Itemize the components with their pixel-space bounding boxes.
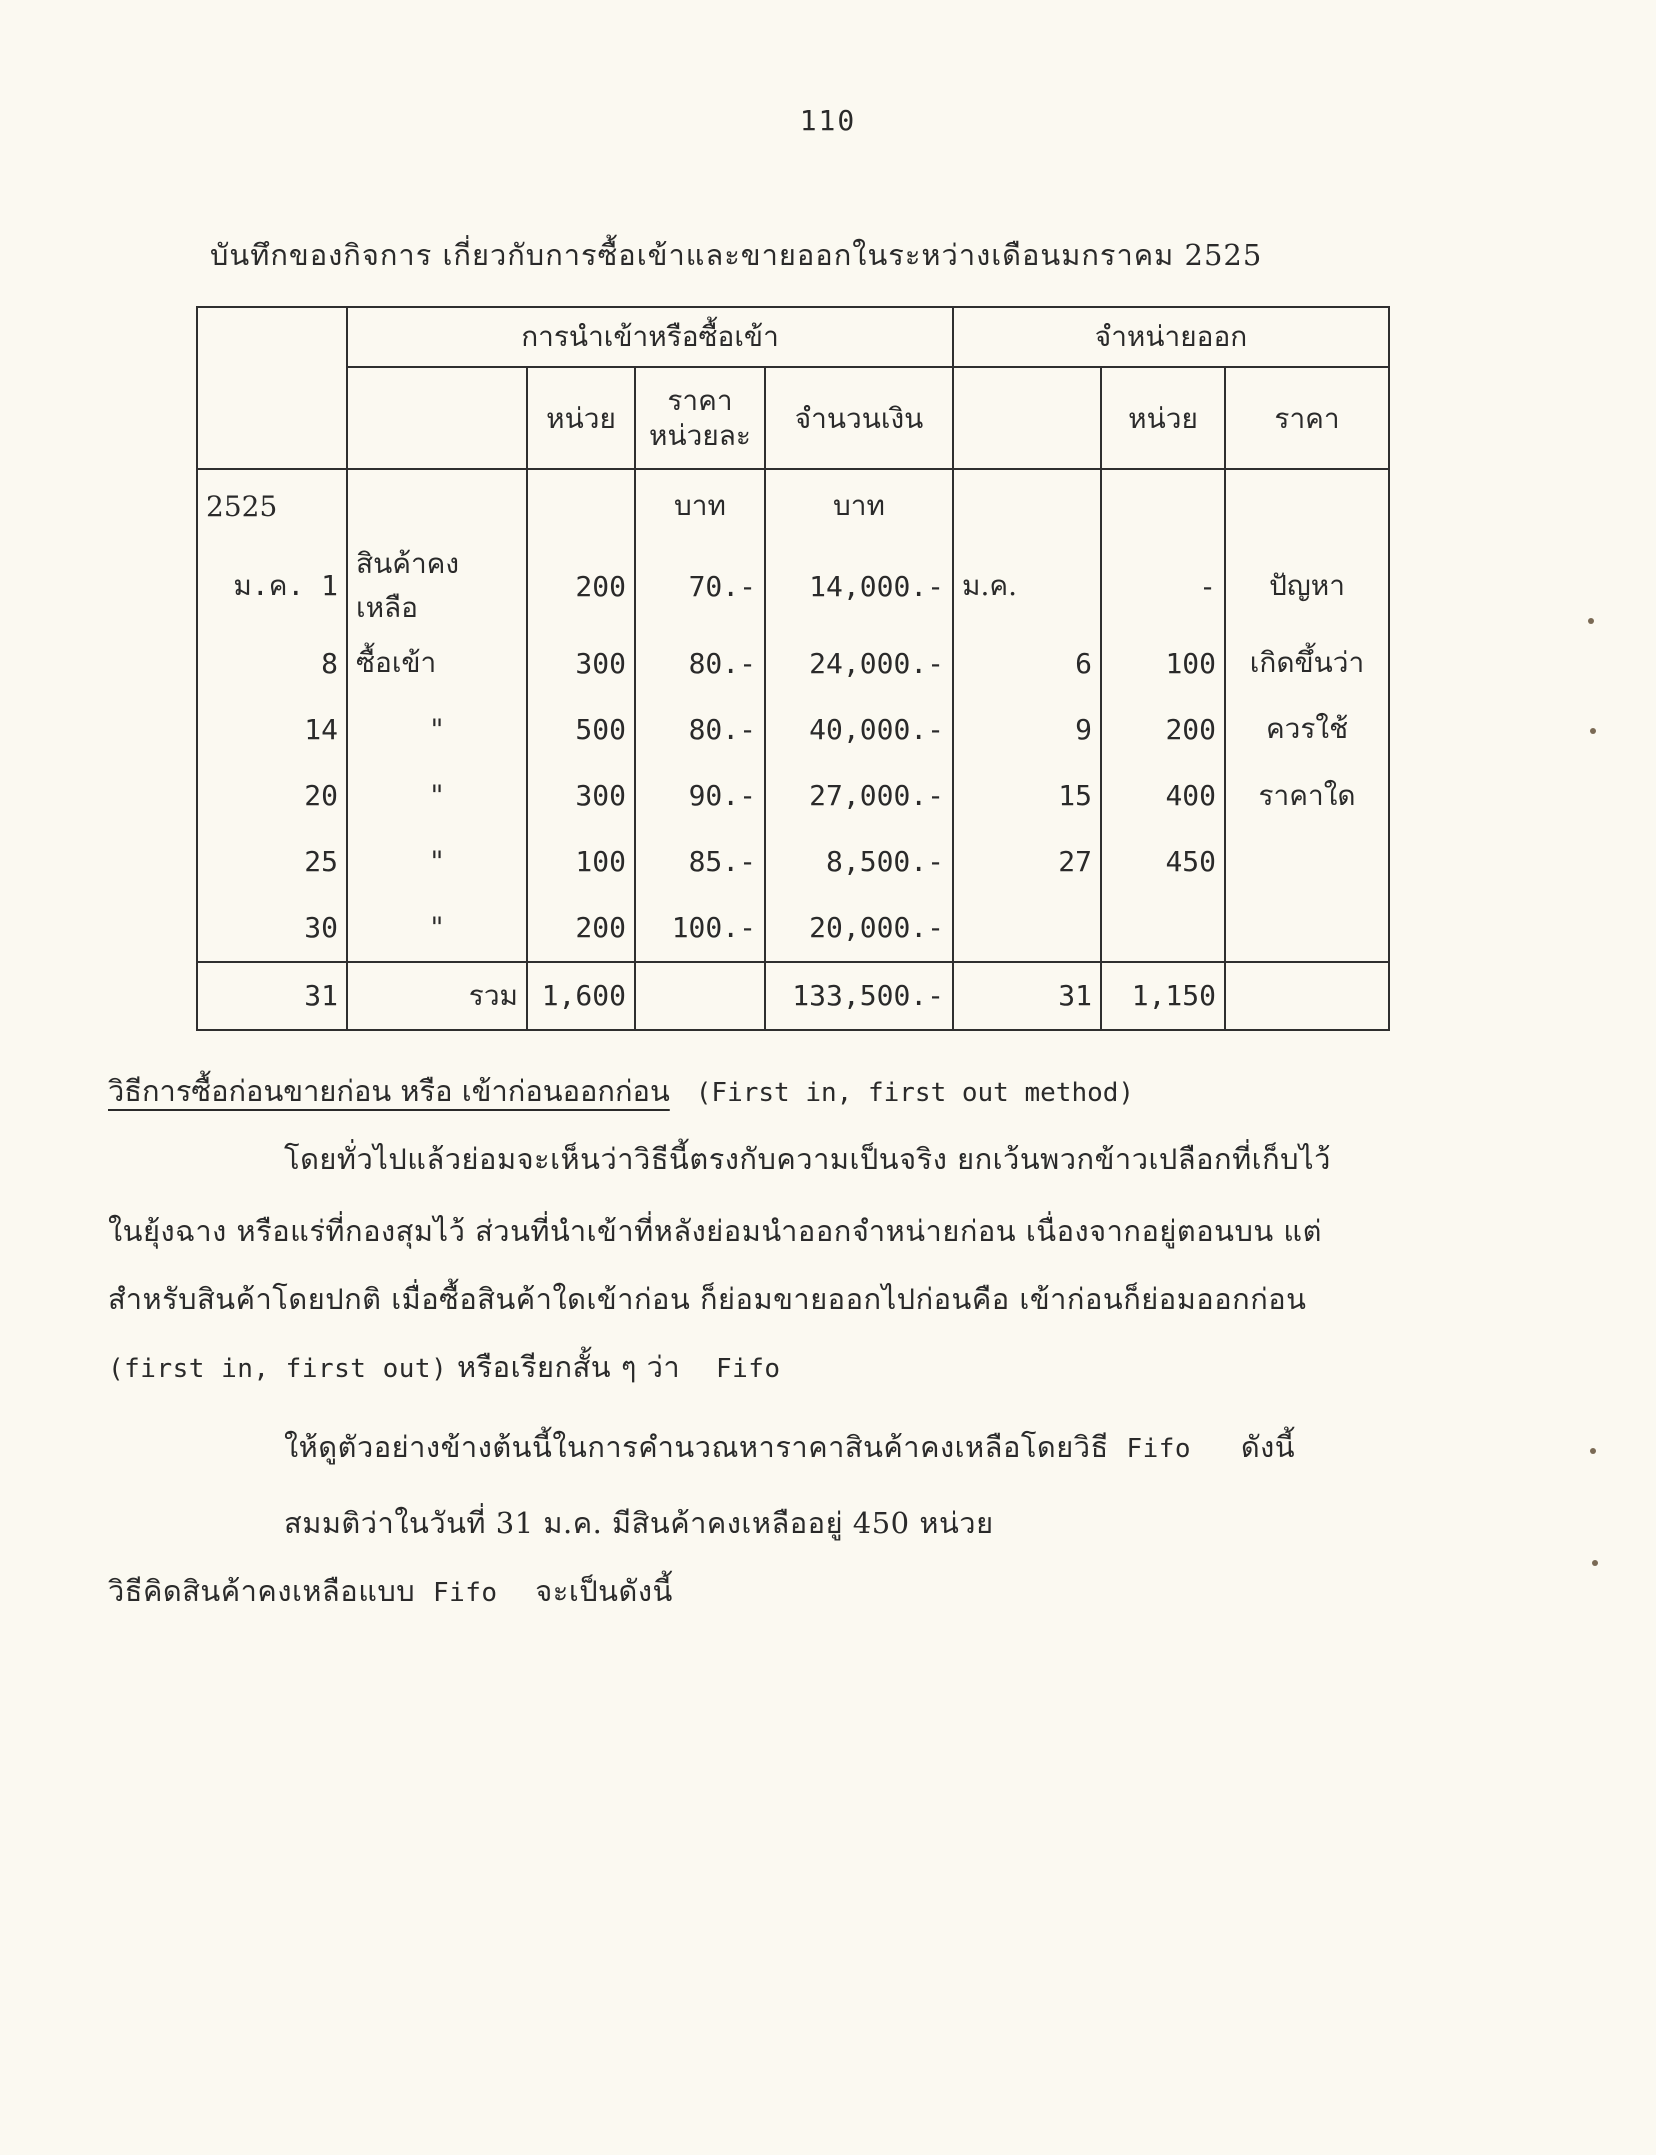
description-cell: " [347,895,527,962]
sold-date-header-blank [953,367,1101,469]
paper-speck [1590,1448,1596,1454]
date-cell: ม.ค. 1 [197,542,347,630]
date-cell: 25 [197,829,347,895]
description-header-blank [347,367,527,469]
paragraph-line-2: ในยุ้งฉาง หรือแร่ที่กองสุมไว้ ส่วนที่นำเข้าที่หลังย่อมนำออกจำหน่ายก่อน เนื่องจากอยู่ตอนบน แต่ [108,1214,1322,1248]
unit-price-cell: 100.- [635,895,765,962]
example-intro-tail: ดังนี้ [1240,1430,1296,1464]
note-cell [1225,895,1389,962]
sold-date-cell: 27 [953,829,1101,895]
units-cell: 200 [527,542,635,630]
fifo-english-term: (first in, first out) [108,1354,448,1384]
method-line-tail: จะเป็นดังนี้ [535,1574,673,1608]
table-row [197,763,1389,829]
example-intro-text: ให้ดูตัวอย่างข้างต้นนี้ในการคำนวณหาราคาสินค้าคงเหลือโดยวิธี [284,1430,1109,1464]
unit-price-cell: 90.- [635,763,765,829]
paper-speck [1590,728,1596,734]
sold-date-cell: ม.ค. [953,542,1101,630]
amount-cell: 27,000.- [765,763,953,829]
sold-units-cell: - [1101,542,1225,630]
units-cell: 500 [527,696,635,762]
description-cell: สินค้าคงเหลือ [347,542,527,630]
unit-price-cell: 85.- [635,829,765,895]
units-cell: 200 [527,895,635,962]
sold-date-cell [953,895,1101,962]
unit-price-cell: 80.- [635,630,765,696]
amount-cell: 40,000.- [765,696,953,762]
units-header: หน่วย [527,367,635,469]
method-line-fifo: Fifo [432,1578,498,1608]
paragraph-line-3: สำหรับสินค้าโดยปกติ เมื่อซื้อสินค้าใดเข้าก่อน ก็ย่อมขายออกไปก่อนคือ เข้าก่อนก็ย่อมออกก่อน [108,1282,1307,1316]
date-cell: 20 [197,763,347,829]
table-row [197,469,1389,542]
year-cell: 2525 [197,469,347,542]
note-cell: เกิดขึ้นว่า [1225,630,1389,696]
table-row [197,542,1389,630]
unit-price-cell: 80.- [635,696,765,762]
total-label-cell: รวม [347,962,527,1030]
amount-header: จำนวนเงิน [765,367,953,469]
section-title-english: (First in, first out method) [695,1078,1135,1108]
total-sold-units-cell: 1,150 [1101,962,1225,1030]
table-row [197,829,1389,895]
inventory-ledger-table [196,306,1390,1031]
date-cell: 30 [197,895,347,962]
unit-price-currency: บาท [635,469,765,542]
paper-speck [1592,1560,1598,1566]
unit-price-header: ราคาหน่วยละ [635,367,765,469]
total-date-cell: 31 [197,962,347,1030]
amount-cell: 14,000.- [765,542,953,630]
table-heading: บันทึกของกิจการ เกี่ยวกับการซื้อเข้าและขายออกในระหว่างเดือนมกราคม 2525 [210,238,1263,272]
note-cell: ราคาใด [1225,763,1389,829]
description-cell: " [347,763,527,829]
paragraph-line-4-text: หรือเรียกสั้น ๆ ว่า [456,1350,681,1384]
description-cell: ซื้อเข้า [347,630,527,696]
sold-date-cell: 6 [953,630,1101,696]
units-cell: 300 [527,630,635,696]
section-title [108,1068,1134,1114]
note-cell: ปัญหา [1225,542,1389,630]
purchases-group-header: การนำเข้าหรือซื้อเข้า [347,307,953,367]
sold-units-cell: 200 [1101,696,1225,762]
amount-cell: 8,500.- [765,829,953,895]
date-cell: 8 [197,630,347,696]
amount-cell: 20,000.- [765,895,953,962]
assumption-line: สมมติว่าในวันที่ 31 ม.ค. มีสินค้าคงเหลืออยู่ 450 หน่วย [284,1506,994,1540]
description-cell: " [347,829,527,895]
date-cell: 14 [197,696,347,762]
sold-units-cell: 450 [1101,829,1225,895]
table-row [197,895,1389,962]
section-title-thai: วิธีการซื้อก่อนขายก่อน หรือ เข้าก่อนออกก่อน [108,1074,670,1108]
amount-cell: 24,000.- [765,630,953,696]
date-header-blank [197,307,347,469]
table-row [197,696,1389,762]
units-cell: 300 [527,763,635,829]
note-cell: ควรใช้ [1225,696,1389,762]
sold-units-header: หน่วย [1101,367,1225,469]
sold-units-cell: 100 [1101,630,1225,696]
sold-date-cell: 15 [953,763,1101,829]
price-header: ราคา [1225,367,1389,469]
method-line [108,1568,673,1614]
sold-date-cell: 9 [953,696,1101,762]
total-units-cell: 1,600 [527,962,635,1030]
unit-price-cell: 70.- [635,542,765,630]
example-intro-fifo: Fifo [1126,1434,1192,1464]
paragraph-line-1: โดยทั่วไปแล้วย่อมจะเห็นว่าวิธีนี้ตรงกับความเป็นจริง ยกเว้นพวกข้าวเปลือกที่เก็บไว้ [284,1142,1331,1176]
table-row [197,630,1389,696]
total-sold-date-cell: 31 [953,962,1101,1030]
sales-group-header: จำหน่ายออก [953,307,1389,367]
example-intro [284,1424,1295,1470]
page-number: 110 [799,104,857,137]
note-cell [1225,829,1389,895]
total-row [197,962,1389,1030]
total-amount-cell: 133,500.- [765,962,953,1030]
sold-units-cell [1101,895,1225,962]
paper-speck [1588,618,1594,624]
sold-units-cell: 400 [1101,763,1225,829]
description-cell: " [347,696,527,762]
units-cell: 100 [527,829,635,895]
method-line-text: วิธีคิดสินค้าคงเหลือแบบ [108,1574,416,1608]
amount-currency: บาท [765,469,953,542]
fifo-abbreviation: Fifo [715,1354,781,1384]
paragraph-line-4 [108,1344,781,1390]
